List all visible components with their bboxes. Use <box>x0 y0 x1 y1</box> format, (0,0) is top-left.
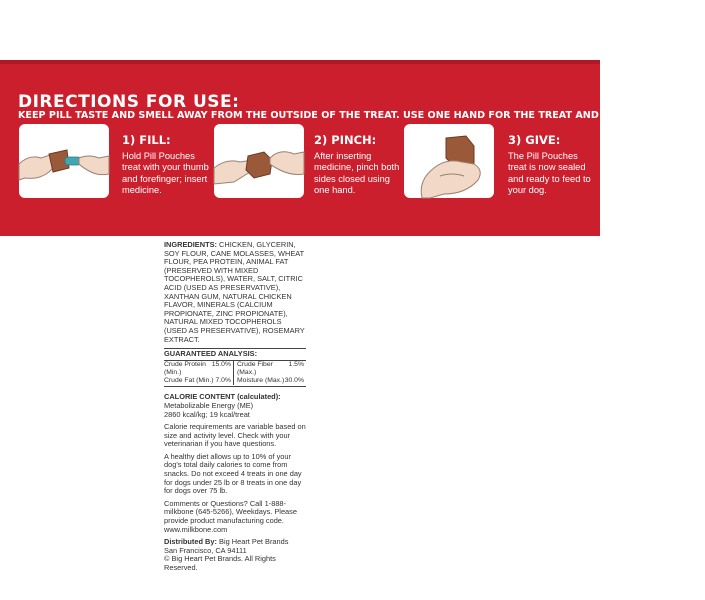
distributor-label: Distributed By: <box>164 537 217 547</box>
ingredients-label: INGREDIENTS: <box>164 240 217 249</box>
distributor-name: Big Heart Pet Brands <box>219 537 289 547</box>
banner-top-edge <box>0 60 600 64</box>
healthy-diet-note: A healthy diet allows up to 10% of your dog's total daily calories to come from snacks. Do not exceed 4 treats in one day for dogs under 25 lb or 8 treats in one day for dogs over 75 lb. <box>164 451 302 496</box>
calorie-line-1: Metabolizable Energy (ME) <box>164 400 254 410</box>
step3-body: The Pill Pouches treat is now sealed and ready to feed to your dog. <box>508 151 591 196</box>
step3-heading: 3) GIVE: <box>508 133 561 147</box>
calorie-line-2: 2860 kcal/kg; 19 kcal/treat <box>164 409 250 419</box>
analysis-cell <box>164 361 233 377</box>
analysis-row <box>164 361 306 377</box>
step1-heading: 1) FILL: <box>122 133 171 147</box>
product-label <box>164 241 306 573</box>
analysis-cell <box>233 377 306 385</box>
analysis-value: 15.0% <box>211 360 231 368</box>
ingredients-text: CHICKEN, GLYCERIN, SOY FLOUR, CANE MOLASSES, WHEAT FLOUR, PEA PROTEIN, ANIMAL FAT (PRESERVED WITH MIXED TOCOPHEROLS), WATER, SALT, CITRIC ACID (USED AS PRESERVATIVE), XANTHAN GUM, NATURAL CHICKEN FLAVOR, MINERALS (CALCIUM PROPIONATE, ZINC PROPIONATE), NATURAL MIXED TOCOPHEROLS (USED AS PRESERVATIVE), ROSEMARY EXTRACT. <box>164 240 305 344</box>
analysis-name: Moisture (Max.) <box>237 377 285 385</box>
analysis-value: 30.0% <box>284 377 304 385</box>
analysis-cell <box>233 361 306 377</box>
analysis-value: 1.5% <box>288 360 304 368</box>
step2-pinch-illustration <box>214 124 304 198</box>
directions-title: DIRECTIONS FOR USE: <box>18 92 240 112</box>
analysis-name: Crude Protein (Min.) <box>164 360 206 376</box>
directions-subtitle: KEEP PILL TASTE AND SMELL AWAY FROM THE OUTSIDE OF THE TREAT. USE ONE HAND FOR THE TREAT AND ONE FOR THE PILL. <box>18 110 705 121</box>
contact-info: Comments or Questions? Call 1-888-milkbone (645-5266), Weekdays. Please provide product manufacturing code. www.milkbone.com <box>164 498 297 534</box>
analysis-name: Crude Fiber (Max.) <box>237 360 273 376</box>
step1-body: Hold Pill Pouches treat with your thumb and forefinger; insert medicine. <box>122 151 209 196</box>
step2-body: After inserting medicine, pinch both sides closed using one hand. <box>314 151 400 196</box>
calorie-note: Calorie requirements are variable based on size and activity level. Check with your veterinarian if you have questions. <box>164 422 306 449</box>
analysis-cell <box>164 377 233 385</box>
analysis-name: Crude Fat (Min.) <box>164 377 214 385</box>
analysis-row <box>164 377 306 385</box>
step2-heading: 2) PINCH: <box>314 133 377 147</box>
guaranteed-analysis-heading: GUARANTEED ANALYSIS: <box>164 348 306 361</box>
step1-fill-illustration <box>19 124 109 198</box>
ingredients-block <box>164 241 306 344</box>
step3-give-illustration <box>404 124 494 198</box>
calorie-content-heading: CALORIE CONTENT (calculated): <box>164 392 281 402</box>
copyright: © Big Heart Pet Brands. All Rights Reserved. <box>164 554 276 573</box>
analysis-value: 7.0% <box>215 377 231 385</box>
distributor-address: San Francisco, CA 94111 <box>164 545 247 555</box>
guaranteed-analysis <box>164 348 306 387</box>
